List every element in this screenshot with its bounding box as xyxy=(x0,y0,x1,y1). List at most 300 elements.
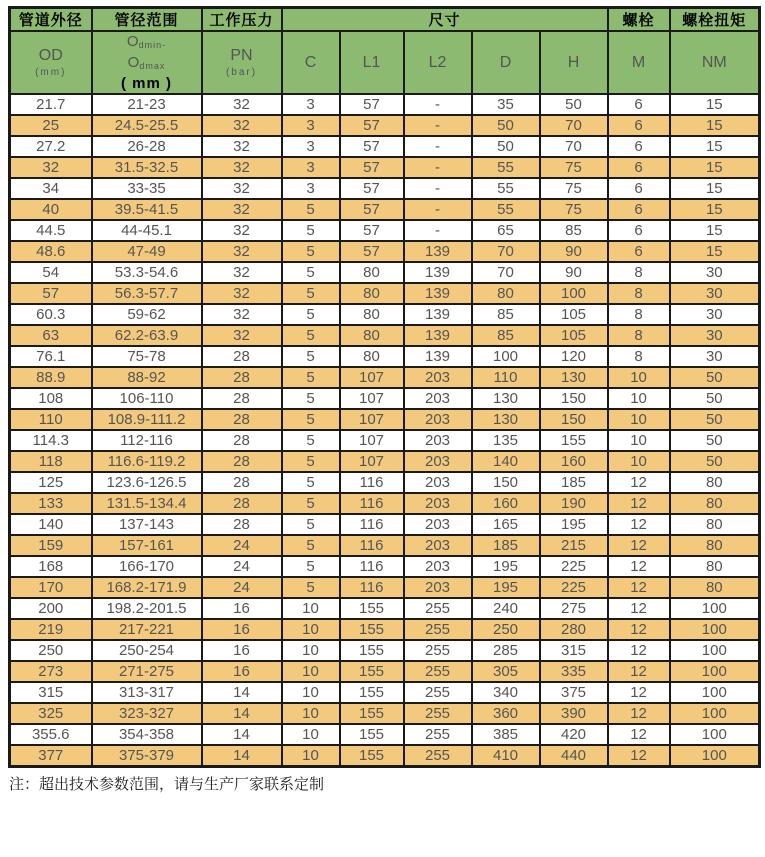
cell: 15 xyxy=(670,94,760,115)
pn-label: PN xyxy=(230,47,253,64)
cell: 139 xyxy=(404,262,472,283)
cell: 75-78 xyxy=(92,346,202,367)
cell: 70 xyxy=(472,262,540,283)
footnote: 注：超出技术参数范围，请与生产厂家联系定制 xyxy=(9,776,325,793)
cell: 5 xyxy=(282,451,340,472)
cell: 100 xyxy=(670,619,760,640)
cell: 80 xyxy=(340,304,404,325)
cell: 155 xyxy=(340,661,404,682)
cell: 16 xyxy=(202,640,282,661)
cell: 219 xyxy=(10,619,92,640)
cell: 325 xyxy=(10,703,92,724)
cell: 32 xyxy=(202,325,282,346)
cell: 12 xyxy=(608,703,670,724)
cell: 30 xyxy=(670,262,760,283)
cell: 116 xyxy=(340,514,404,535)
cell: 50 xyxy=(670,430,760,451)
cell: 105 xyxy=(540,304,608,325)
cell: 57 xyxy=(340,220,404,241)
cell: 57 xyxy=(340,178,404,199)
cell: 10 xyxy=(282,661,340,682)
cell: 323-327 xyxy=(92,703,202,724)
cell: 155 xyxy=(340,724,404,745)
cell: 155 xyxy=(340,640,404,661)
cell: 10 xyxy=(608,430,670,451)
cell: 10 xyxy=(282,703,340,724)
cell: 139 xyxy=(404,283,472,304)
cell: 107 xyxy=(340,409,404,430)
header-pipe-od: 管道外径 xyxy=(10,8,92,32)
cell: 106-110 xyxy=(92,388,202,409)
cell: 47-49 xyxy=(92,241,202,262)
cell: 140 xyxy=(472,451,540,472)
cell: 118 xyxy=(10,451,92,472)
cell: 150 xyxy=(540,409,608,430)
cell: 250-254 xyxy=(92,640,202,661)
cell: 315 xyxy=(10,682,92,703)
cell: 157-161 xyxy=(92,535,202,556)
cell: 5 xyxy=(282,325,340,346)
cell: 255 xyxy=(404,703,472,724)
table-row xyxy=(10,136,760,157)
cell: 6 xyxy=(608,94,670,115)
subheader-range xyxy=(92,31,202,94)
cell: 80 xyxy=(670,577,760,598)
cell: 15 xyxy=(670,241,760,262)
cell: 28 xyxy=(202,493,282,514)
cell: 27.2 xyxy=(10,136,92,157)
cell: 55 xyxy=(472,178,540,199)
cell: 159 xyxy=(10,535,92,556)
cell: 88.9 xyxy=(10,367,92,388)
cell: 30 xyxy=(670,325,760,346)
cell: 100 xyxy=(472,346,540,367)
cell: 50 xyxy=(670,367,760,388)
cell: 139 xyxy=(404,304,472,325)
cell: 48.6 xyxy=(10,241,92,262)
cell: 107 xyxy=(340,430,404,451)
table-row xyxy=(10,409,760,430)
cell: 5 xyxy=(282,577,340,598)
table-row xyxy=(10,556,760,577)
cell: 57 xyxy=(340,157,404,178)
cell: 203 xyxy=(404,430,472,451)
table-row xyxy=(10,367,760,388)
cell: 110 xyxy=(472,367,540,388)
cell: 10 xyxy=(608,409,670,430)
cell: 5 xyxy=(282,514,340,535)
cell: 5 xyxy=(282,493,340,514)
cell: 360 xyxy=(472,703,540,724)
cell: 90 xyxy=(540,241,608,262)
subheader-l1: L1 xyxy=(340,31,404,94)
cell: 203 xyxy=(404,556,472,577)
cell: 50 xyxy=(670,451,760,472)
cell: 203 xyxy=(404,535,472,556)
cell: 15 xyxy=(670,157,760,178)
cell: 80 xyxy=(670,493,760,514)
cell: 12 xyxy=(608,724,670,745)
table-row xyxy=(10,346,760,367)
cell: 24 xyxy=(202,577,282,598)
cell: 255 xyxy=(404,745,472,766)
cell: 5 xyxy=(282,283,340,304)
subheader-c: C xyxy=(282,31,340,94)
cell: 10 xyxy=(608,388,670,409)
cell: 116.6-119.2 xyxy=(92,451,202,472)
cell: 50 xyxy=(472,115,540,136)
cell: 32 xyxy=(202,157,282,178)
table-header xyxy=(10,8,760,95)
cell: 5 xyxy=(282,430,340,451)
table-row xyxy=(10,157,760,178)
cell: 155 xyxy=(340,682,404,703)
cell: 30 xyxy=(670,283,760,304)
cell: 10 xyxy=(282,619,340,640)
cell: 114.3 xyxy=(10,430,92,451)
table-row xyxy=(10,304,760,325)
cell: 225 xyxy=(540,556,608,577)
cell: 63 xyxy=(10,325,92,346)
cell: 5 xyxy=(282,220,340,241)
cell: 375 xyxy=(540,682,608,703)
od-label: OD xyxy=(38,47,63,64)
cell: 410 xyxy=(472,745,540,766)
cell: 3 xyxy=(282,136,340,157)
table-row xyxy=(10,724,760,745)
cell: 131.5-134.4 xyxy=(92,493,202,514)
cell: 155 xyxy=(540,430,608,451)
cell: 85 xyxy=(472,304,540,325)
subheader-h: H xyxy=(540,31,608,94)
cell: 90 xyxy=(540,262,608,283)
cell: 305 xyxy=(472,661,540,682)
cell: 15 xyxy=(670,178,760,199)
cell: 255 xyxy=(404,661,472,682)
cell: 10 xyxy=(282,724,340,745)
cell: 198.2-201.5 xyxy=(92,598,202,619)
cell: 108.9-111.2 xyxy=(92,409,202,430)
cell: 32 xyxy=(202,241,282,262)
cell: 12 xyxy=(608,619,670,640)
cell: 150 xyxy=(540,388,608,409)
cell: 6 xyxy=(608,178,670,199)
cell: 185 xyxy=(540,472,608,493)
cell: 12 xyxy=(608,682,670,703)
table-row xyxy=(10,199,760,220)
table-row xyxy=(10,388,760,409)
cell: 165 xyxy=(472,514,540,535)
cell: 315 xyxy=(540,640,608,661)
cell: 137-143 xyxy=(92,514,202,535)
cell: 70 xyxy=(540,136,608,157)
cell: 8 xyxy=(608,304,670,325)
cell: 240 xyxy=(472,598,540,619)
cell: 195 xyxy=(540,514,608,535)
cell: 5 xyxy=(282,367,340,388)
cell: 150 xyxy=(472,472,540,493)
cell: 255 xyxy=(404,598,472,619)
subheader-l2: L2 xyxy=(404,31,472,94)
cell: 14 xyxy=(202,703,282,724)
cell: 355.6 xyxy=(10,724,92,745)
cell: 100 xyxy=(670,640,760,661)
header-dimensions: 尺寸 xyxy=(282,8,608,32)
cell: 12 xyxy=(608,556,670,577)
cell: 273 xyxy=(10,661,92,682)
cell: 28 xyxy=(202,514,282,535)
cell: 70 xyxy=(472,241,540,262)
cell: 30 xyxy=(670,346,760,367)
cell: 105 xyxy=(540,325,608,346)
cell: 35 xyxy=(472,94,540,115)
cell: 59-62 xyxy=(92,304,202,325)
cell: 44.5 xyxy=(10,220,92,241)
cell: 10 xyxy=(282,745,340,766)
cell: 170 xyxy=(10,577,92,598)
cell: 354-358 xyxy=(92,724,202,745)
cell: 5 xyxy=(282,304,340,325)
cell: 107 xyxy=(340,451,404,472)
cell: 271-275 xyxy=(92,661,202,682)
cell: 88-92 xyxy=(92,367,202,388)
cell: 130 xyxy=(472,409,540,430)
cell: 255 xyxy=(404,640,472,661)
cell: 5 xyxy=(282,346,340,367)
cell: 32 xyxy=(202,178,282,199)
cell: 203 xyxy=(404,409,472,430)
cell: 285 xyxy=(472,640,540,661)
table-row xyxy=(10,661,760,682)
cell: 440 xyxy=(540,745,608,766)
cell: 39.5-41.5 xyxy=(92,199,202,220)
cell: 116 xyxy=(340,493,404,514)
range-min-label: $O_{dmin-}$ xyxy=(126,32,167,50)
cell: 32 xyxy=(202,220,282,241)
cell: 313-317 xyxy=(92,682,202,703)
subheader-pn xyxy=(202,31,282,94)
header-group-row xyxy=(10,8,760,32)
cell: 57 xyxy=(10,283,92,304)
range-max-label: $O_{dmax}$ xyxy=(127,53,166,71)
cell: 57 xyxy=(340,115,404,136)
cell: 50 xyxy=(670,409,760,430)
cell: 40 xyxy=(10,199,92,220)
cell: 100 xyxy=(670,745,760,766)
cell: 65 xyxy=(472,220,540,241)
cell: 8 xyxy=(608,262,670,283)
cell: 255 xyxy=(404,619,472,640)
cell: 16 xyxy=(202,661,282,682)
cell: 15 xyxy=(670,199,760,220)
cell: 32 xyxy=(202,304,282,325)
cell: 85 xyxy=(472,325,540,346)
table-row xyxy=(10,262,760,283)
cell: 203 xyxy=(404,493,472,514)
cell: 155 xyxy=(340,703,404,724)
cell: 280 xyxy=(540,619,608,640)
subheader-od xyxy=(10,31,92,94)
cell: - xyxy=(404,178,472,199)
table-row xyxy=(10,577,760,598)
cell: 16 xyxy=(202,598,282,619)
header-sub-row xyxy=(10,31,760,94)
cell: 3 xyxy=(282,178,340,199)
cell: 14 xyxy=(202,682,282,703)
cell: 225 xyxy=(540,577,608,598)
cell: 5 xyxy=(282,262,340,283)
cell: 21.7 xyxy=(10,94,92,115)
cell: 160 xyxy=(540,451,608,472)
cell: 255 xyxy=(404,724,472,745)
cell: 32 xyxy=(202,199,282,220)
cell: 140 xyxy=(10,514,92,535)
cell: 5 xyxy=(282,556,340,577)
cell: 107 xyxy=(340,367,404,388)
cell: 55 xyxy=(472,199,540,220)
cell: 25 xyxy=(10,115,92,136)
cell: 6 xyxy=(608,241,670,262)
cell: - xyxy=(404,94,472,115)
cell: 26-28 xyxy=(92,136,202,157)
cell: 139 xyxy=(404,241,472,262)
cell: 420 xyxy=(540,724,608,745)
cell: 100 xyxy=(670,682,760,703)
cell: 100 xyxy=(670,661,760,682)
cell: 24.5-25.5 xyxy=(92,115,202,136)
cell: 195 xyxy=(472,556,540,577)
cell: 62.2-63.9 xyxy=(92,325,202,346)
cell: 160 xyxy=(472,493,540,514)
table-row xyxy=(10,493,760,514)
cell: 116 xyxy=(340,556,404,577)
cell: 21-23 xyxy=(92,94,202,115)
cell: 54 xyxy=(10,262,92,283)
cell: - xyxy=(404,199,472,220)
cell: 32 xyxy=(202,262,282,283)
cell: 28 xyxy=(202,346,282,367)
cell: 203 xyxy=(404,514,472,535)
table-row xyxy=(10,451,760,472)
header-bolt-torque: 螺栓扭矩 xyxy=(670,8,760,32)
cell: 57 xyxy=(340,199,404,220)
table-row xyxy=(10,325,760,346)
table-row xyxy=(10,535,760,556)
cell: 12 xyxy=(608,577,670,598)
cell: 112-116 xyxy=(92,430,202,451)
cell: 108 xyxy=(10,388,92,409)
cell: 56.3-57.7 xyxy=(92,283,202,304)
cell: 203 xyxy=(404,388,472,409)
cell: 76.1 xyxy=(10,346,92,367)
cell: 12 xyxy=(608,514,670,535)
cell: 14 xyxy=(202,724,282,745)
table-row xyxy=(10,241,760,262)
cell: 75 xyxy=(540,157,608,178)
cell: 100 xyxy=(670,703,760,724)
cell: 10 xyxy=(282,598,340,619)
cell: 70 xyxy=(540,115,608,136)
cell: 80 xyxy=(670,556,760,577)
cell: 15 xyxy=(670,220,760,241)
table-row xyxy=(10,94,760,115)
cell: 5 xyxy=(282,388,340,409)
cell: 166-170 xyxy=(92,556,202,577)
table-row xyxy=(10,598,760,619)
cell: 8 xyxy=(608,283,670,304)
cell: 3 xyxy=(282,115,340,136)
table-row xyxy=(10,640,760,661)
subheader-m: M xyxy=(608,31,670,94)
cell: 139 xyxy=(404,325,472,346)
cell: - xyxy=(404,136,472,157)
cell: 190 xyxy=(540,493,608,514)
subheader-d: D xyxy=(472,31,540,94)
cell: 215 xyxy=(540,535,608,556)
subheader-nm: NM xyxy=(670,31,760,94)
cell: 155 xyxy=(340,598,404,619)
cell: 32 xyxy=(10,157,92,178)
cell: 12 xyxy=(608,535,670,556)
cell: 80 xyxy=(670,535,760,556)
cell: 55 xyxy=(472,157,540,178)
cell: 28 xyxy=(202,430,282,451)
header-bolt: 螺栓 xyxy=(608,8,670,32)
cell: 203 xyxy=(404,472,472,493)
cell: 5 xyxy=(282,241,340,262)
cell: 80 xyxy=(472,283,540,304)
table-row xyxy=(10,703,760,724)
cell: 31.5-32.5 xyxy=(92,157,202,178)
cell: 6 xyxy=(608,136,670,157)
cell: 44-45.1 xyxy=(92,220,202,241)
cell: 30 xyxy=(670,304,760,325)
cell: 135 xyxy=(472,430,540,451)
cell: 5 xyxy=(282,472,340,493)
cell: 130 xyxy=(472,388,540,409)
cell: 33-35 xyxy=(92,178,202,199)
cell: 116 xyxy=(340,535,404,556)
header-diameter-range: 管径范围 xyxy=(92,8,202,32)
cell: 28 xyxy=(202,451,282,472)
cell: 10 xyxy=(608,451,670,472)
cell: - xyxy=(404,220,472,241)
cell: 195 xyxy=(472,577,540,598)
cell: 100 xyxy=(540,283,608,304)
cell: 130 xyxy=(540,367,608,388)
od-unit: (mm) xyxy=(35,67,67,78)
cell: 57 xyxy=(340,94,404,115)
table-row xyxy=(10,472,760,493)
cell: 116 xyxy=(340,472,404,493)
cell: 8 xyxy=(608,346,670,367)
cell: 80 xyxy=(670,472,760,493)
cell: 32 xyxy=(202,94,282,115)
cell: 275 xyxy=(540,598,608,619)
pipe-spec-table xyxy=(8,6,761,768)
cell: 10 xyxy=(282,682,340,703)
cell: 57 xyxy=(340,241,404,262)
cell: 250 xyxy=(10,640,92,661)
cell: 16 xyxy=(202,619,282,640)
cell: 203 xyxy=(404,577,472,598)
cell: 32 xyxy=(202,115,282,136)
cell: 100 xyxy=(670,724,760,745)
table-row xyxy=(10,115,760,136)
cell: 28 xyxy=(202,388,282,409)
cell: 32 xyxy=(202,136,282,157)
cell: 57 xyxy=(340,136,404,157)
